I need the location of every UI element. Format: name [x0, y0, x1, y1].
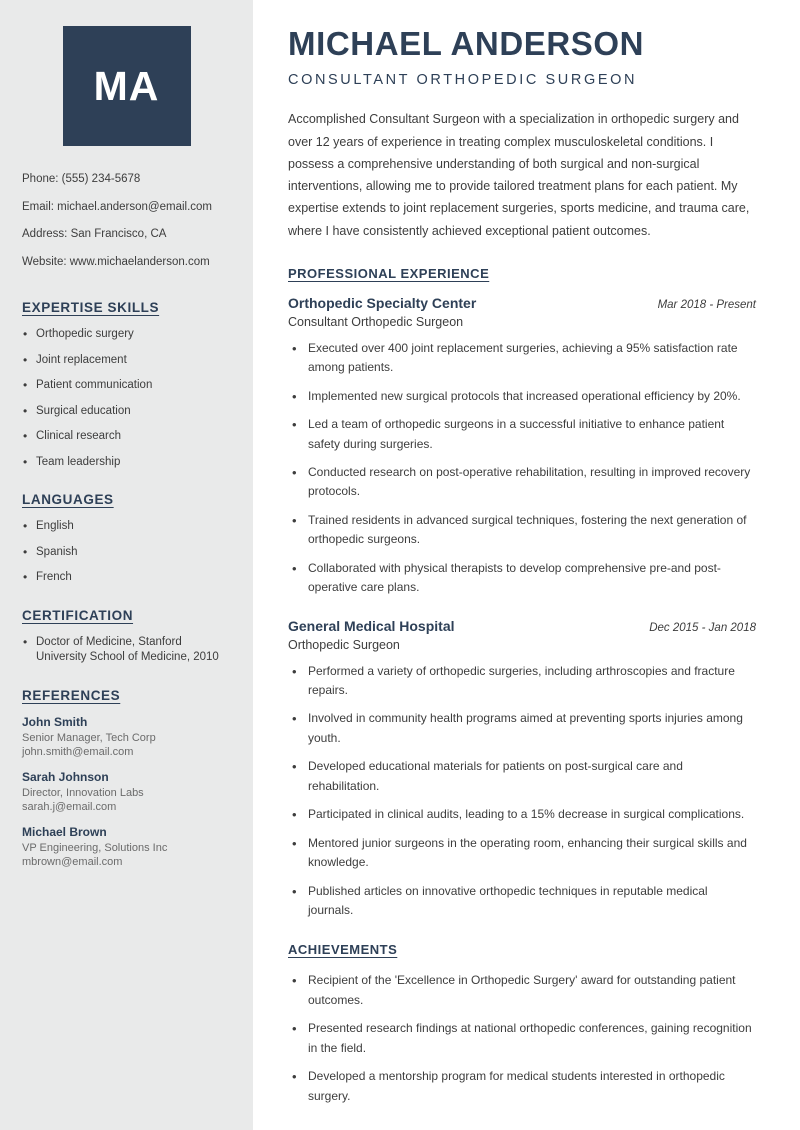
list-item: • Orthopedic surgery	[22, 327, 231, 343]
main-content	[256, 0, 800, 1130]
list-item: • Mentored junior surgeons in the operating room, enhancing their surgical skills and knowledge.	[288, 834, 756, 873]
list-item: • English	[22, 519, 231, 535]
list-item: • Trained residents in advanced surgical techniques, fostering the next generation of orthopedic surgeons.	[288, 511, 756, 550]
employment-dates: Dec 2015 - Jan 2018	[649, 621, 756, 634]
expertise-skills-heading: EXPERTISE SKILLS	[22, 300, 160, 316]
contact-website: Website: www.michaelanderson.com	[22, 255, 210, 268]
reference-email: sarah.j@email.com	[22, 800, 117, 813]
professional-title: CONSULTANT ORTHOPEDIC SURGEON	[288, 72, 638, 89]
list-item: • Joint replacement	[22, 353, 231, 369]
list-item: • Performed a variety of orthopedic surgeries, including arthroscopies and fracture repairs.	[288, 662, 756, 701]
contact-phone: Phone: (555) 234-5678	[22, 173, 141, 185]
page-title: MICHAEL ANDERSON	[288, 25, 645, 62]
list-item: • Developed educational materials for patients on post-surgical care and rehabilitation.	[288, 757, 756, 796]
list-item: • Involved in community health programs aimed at preventing sports injuries among youth.	[288, 709, 756, 748]
experience-entry	[288, 295, 756, 598]
company-name: Orthopedic Specialty Center	[288, 294, 477, 311]
reference-email: mbrown@email.com	[22, 855, 123, 868]
reference-name: John Smith	[22, 714, 88, 729]
reference-name: Sarah Johnson	[22, 769, 109, 784]
achievements-list	[288, 971, 756, 1106]
job-role: Consultant Orthopedic Surgeon	[288, 314, 464, 329]
experience-bullets	[288, 339, 756, 598]
languages-heading: LANGUAGES	[22, 492, 114, 508]
section-achievements	[288, 942, 756, 1106]
experience-bullets	[288, 662, 756, 921]
list-item: • Patient communication	[22, 378, 231, 394]
reference-role: Director, Innovation Labs	[22, 786, 144, 799]
sidebar	[0, 0, 256, 1130]
references-heading: REFERENCES	[22, 687, 121, 703]
experience-entry	[288, 618, 756, 921]
list-item	[22, 715, 231, 758]
certification-list	[22, 635, 231, 666]
expertise-skills-list	[22, 327, 231, 470]
experience-header	[288, 618, 756, 634]
list-item: • Led a team of orthopedic surgeons in a successful initiative to enhance patient safety during surgeries.	[288, 415, 756, 454]
list-item	[22, 770, 231, 813]
list-item: • Recipient of the 'Excellence in Orthopedic Surgery' award for outstanding patient outcomes.	[288, 971, 756, 1010]
list-item: • Participated in clinical audits, leading to a 15% decrease in surgical complications.	[288, 805, 756, 824]
certification-heading: CERTIFICATION	[22, 607, 134, 623]
section-certification	[22, 608, 231, 666]
list-item: • French	[22, 570, 231, 586]
list-item	[22, 825, 231, 868]
reference-email: john.smith@email.com	[22, 745, 134, 758]
section-references	[22, 688, 231, 868]
reference-name: Michael Brown	[22, 824, 107, 839]
job-role: Orthopedic Surgeon	[288, 637, 400, 652]
reference-role: Senior Manager, Tech Corp	[22, 731, 156, 744]
list-item: • Executed over 400 joint replacement surgeries, achieving a 95% satisfaction rate among patients.	[288, 339, 756, 378]
contact-email: Email: michael.anderson@email.com	[22, 200, 212, 213]
list-item: • Collaborated with physical therapists to develop comprehensive pre-and post-operative care plans.	[288, 559, 756, 598]
list-item: • Doctor of Medicine, Stanford University School of Medicine, 2010	[22, 635, 231, 666]
list-item: • Developed a mentorship program for medical students interested in orthopedic surgery.	[288, 1067, 756, 1106]
list-item: • Implemented new surgical protocols that increased operational efficiency by 20%.	[288, 387, 756, 406]
company-name: General Medical Hospital	[288, 617, 455, 634]
list-item: • Spanish	[22, 545, 231, 561]
languages-list	[22, 519, 231, 586]
section-expertise-skills	[22, 300, 231, 470]
contact-address: Address: San Francisco, CA	[22, 228, 167, 241]
achievements-heading: ACHIEVEMENTS	[288, 942, 398, 958]
experience-header	[288, 295, 756, 311]
list-item: • Presented research findings at national orthopedic conferences, gaining recognition in the field.	[288, 1019, 756, 1058]
professional-experience-heading: PROFESSIONAL EXPERIENCE	[288, 265, 490, 281]
professional-summary: Accomplished Consultant Surgeon with a specialization in orthopedic surgery and over 12 years of experience in treating complex musculoskeletal conditions. I possess a comprehensive understanding of both surgical and non-surgical interventions, allowing me to provide tailored treatment plans for each patient. My expertise extends to joint replacement surgeries, sports medicine, and trauma care, where I have consistently achieved exceptional patient outcomes.	[288, 112, 750, 238]
list-item: • Conducted research on post-operative rehabilitation, resulting in improved recovery protocols.	[288, 463, 756, 502]
list-item: • Published articles on innovative orthopedic techniques in reputable medical journals.	[288, 882, 756, 921]
list-item: • Surgical education	[22, 404, 231, 420]
list-item: • Team leadership	[22, 455, 231, 471]
monogram-container	[22, 26, 231, 146]
employment-dates: Mar 2018 - Present	[657, 298, 756, 311]
section-languages	[22, 492, 231, 586]
reference-role: VP Engineering, Solutions Inc	[22, 841, 168, 854]
contact-list	[22, 172, 231, 270]
list-item: • Clinical research	[22, 429, 231, 445]
monogram-initials: MA	[63, 26, 191, 146]
